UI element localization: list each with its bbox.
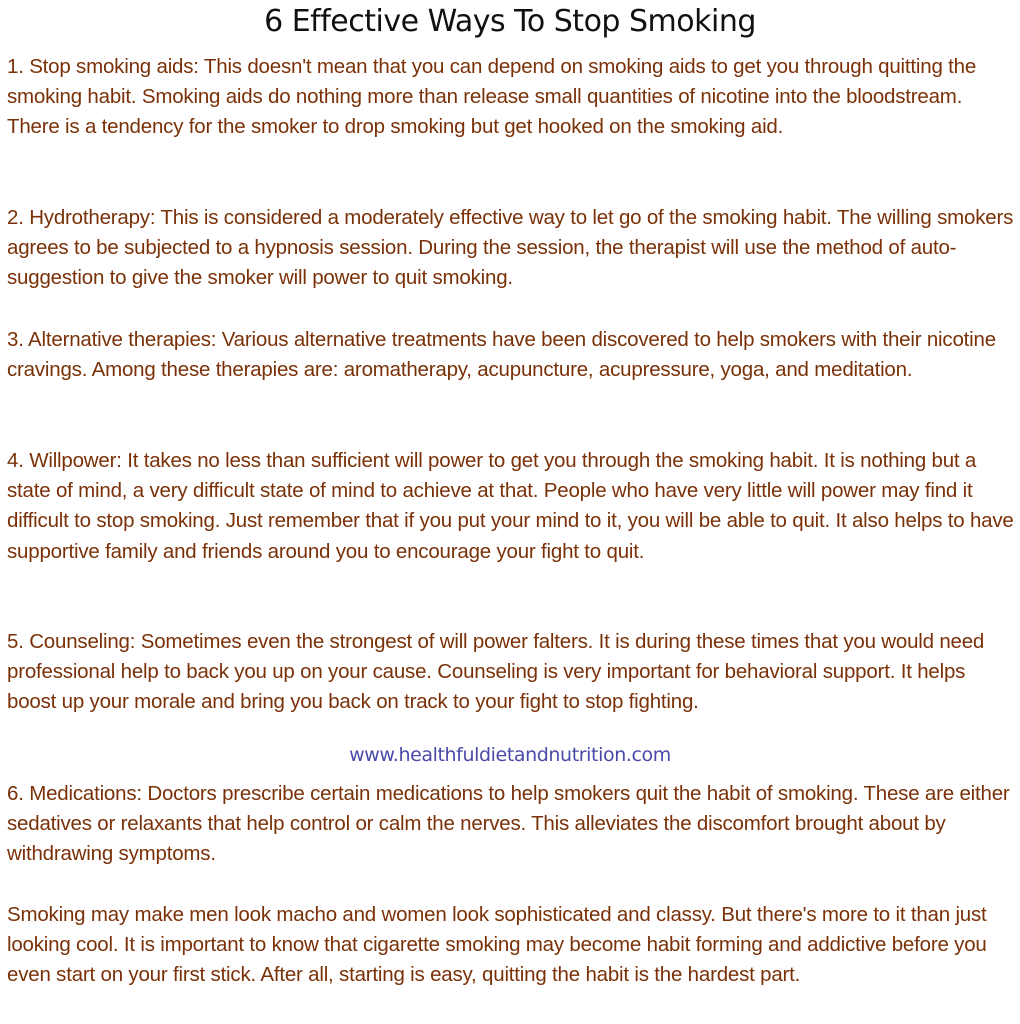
tip-paragraph-2 <box>7 203 1015 294</box>
tip-paragraph-4 <box>7 446 1015 567</box>
tip-text: 2. Hydrotherapy: This is considered a moderately effective way to let go of the smoking habit. The willing smokers agrees to be subjected to a hypnosis session. During the session, the therapist will use the method of auto-suggestion to give the smoker will power to quit smoking. <box>7 206 1014 290</box>
tip-text: 6. Medications: Doctors prescribe certain medications to help smokers quit the habit of smoking. These are either sedatives or relaxants that help control or calm the nerves. This alleviates the discomfort brought about by withdrawing symptoms. <box>7 782 1010 866</box>
tip-text: 4. Willpower: It takes no less than sufficient will power to get you through the smoking habit. It is nothing but a state of mind, a very difficult state of mind to achieve at that. People who have very little will power may find it difficult to stop smoking. Just remember that if you put your mind to it, you will be able to quit. It also helps to have supportive family and friends around you to encourage your fight to quit. <box>7 449 1014 563</box>
tip-paragraph-6 <box>7 779 1015 870</box>
tip-paragraph-5 <box>7 627 1015 718</box>
closing-paragraph <box>7 900 1015 991</box>
tip-text: 3. Alternative therapies: Various alternative treatments have been discovered to help smokers with their nicotine cravings. Among these therapies are: aromatherapy, acupuncture, acupressure, yoga, and meditation. <box>7 328 996 382</box>
tip-text: 5. Counseling: Sometimes even the strongest of will power falters. It is during these times that you would need professional help to back you up on your cause. Counseling is very important for behavioral support. It helps boost up your morale and bring you back on track to your fight to stop fighting. <box>7 630 985 714</box>
website-watermark: www.healthfuldietandnutrition.com <box>349 744 671 766</box>
closing-text: Smoking may make men look macho and women look sophisticated and classy. But there's more to it than just looking cool. It is important to know that cigarette smoking may become habit forming and addictive before you even start on your first stick. After all, starting is easy, quitting the habit is the hardest part. <box>7 903 987 987</box>
tip-text: 1. Stop smoking aids: This doesn't mean that you can depend on smoking aids to get you through quitting the smoking habit. Smoking aids do nothing more than release small quantities of nicotine into the bloodstream. There is a tendency for the smoker to drop smoking but get hooked on the smoking aid. <box>7 55 977 139</box>
tip-paragraph-1 <box>7 52 1015 143</box>
page-title: 6 Effective Ways To Stop Smoking <box>264 4 756 39</box>
tip-paragraph-3 <box>7 325 1015 385</box>
